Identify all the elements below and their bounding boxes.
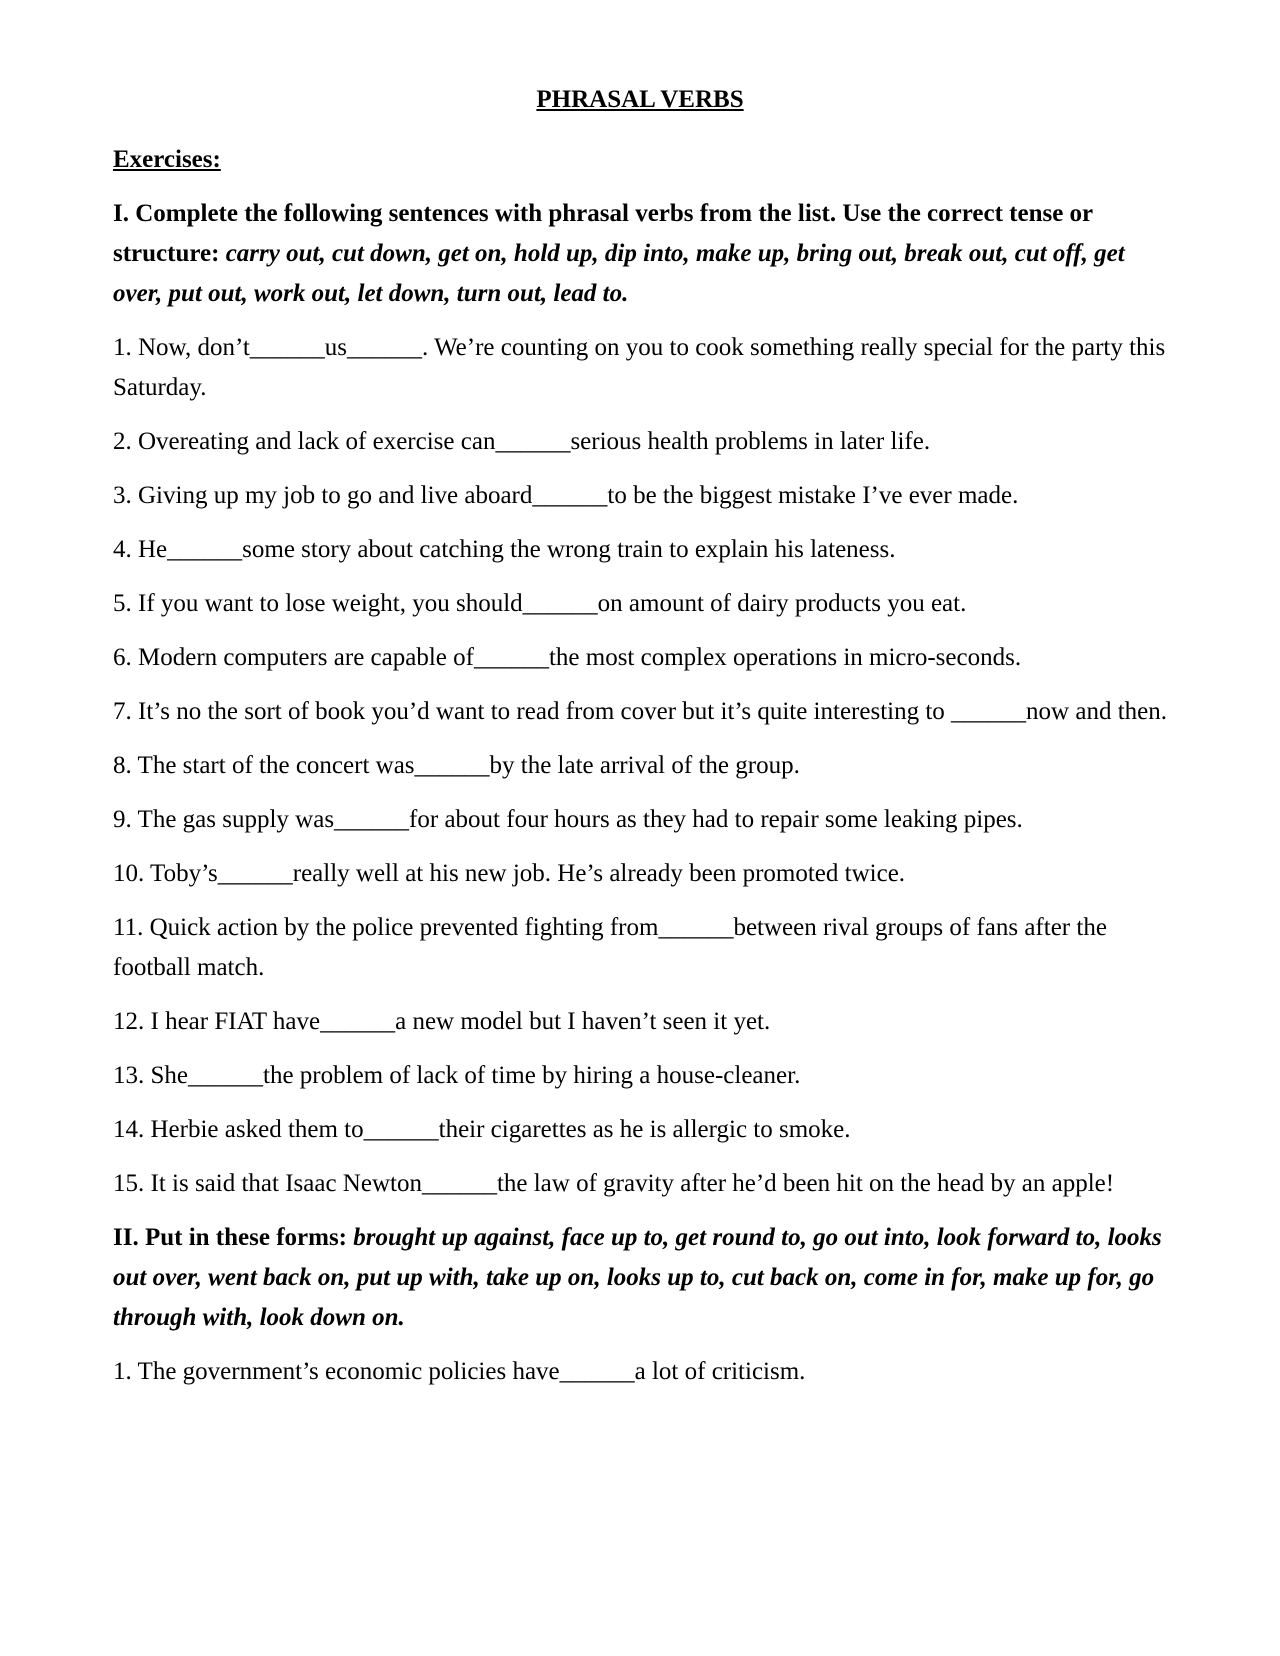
section1-sentence-3: 3. Giving up my job to go and live aboard______to be the biggest mistake I’ve ever made. [113,482,1019,509]
exercises-heading-text: Exercises: [113,146,221,173]
section1-sentence-14: 14. Herbie asked them to______their cigarettes as he is allergic to smoke. [113,1116,851,1143]
section1-sentence-11: 11. Quick action by the police prevented fighting from______between rival groups of fans after the football match. [113,914,1107,981]
exercises-heading [113,140,1167,180]
section1-verb-list: carry out, cut down, get on, hold up, dip into, make up, bring out, break out, cut off, get over, put out, work out, let down, turn out, lead to. [113,240,1125,307]
section1-sentence-8: 8. The start of the concert was______by the late arrival of the group. [113,752,800,779]
section1-sentence-13: 13. She______the problem of lack of time by hiring a house-cleaner. [113,1062,801,1089]
section1-sentence-6: 6. Modern computers are capable of______the most complex operations in micro-seconds. [113,644,1022,671]
section1-sentence-2: 2. Overeating and lack of exercise can______serious health problems in later life. [113,428,931,455]
section1-sentence-12: 12. I hear FIAT have______a new model but I haven’t seen it yet. [113,1008,771,1035]
section1-sentence-9: 9. The gas supply was______for about four hours as they had to repair some leaking pipes. [113,806,1023,833]
section1-sentence-5: 5. If you want to lose weight, you should______on amount of dairy products you eat. [113,590,967,617]
section2-verb-list: brought up against, face up to, get round to, go out into, look forward to, looks out over, went back on, put up with, take up on, looks up to, cut back on, come in for, make up for, go through with, look down on. [113,1224,1162,1331]
section1-sentence-1: 1. Now, don’t______us______. We’re counting on you to cook something really special for the party this Saturday. [113,334,1166,401]
section1-sentence-10: 10. Toby’s______really well at his new job. He’s already been promoted twice. [113,860,906,887]
section2-instruction-text: II. Put in these forms: [113,1224,354,1251]
section1-sentence-15: 15. It is said that Isaac Newton______the law of gravity after he’d been hit on the head by an apple! [113,1170,1115,1197]
page-title-text: PHRASAL VERBS [536,86,744,113]
section2-instruction [113,1218,1167,1338]
section2-sentence-1: 1. The government’s economic policies have______a lot of criticism. [113,1358,806,1385]
section1-sentence-7: 7. It’s no the sort of book you’d want to read from cover but it’s quite interesting to ______now and then. [113,698,1167,725]
section1-instruction [113,194,1167,314]
section1-sentence-4: 4. He______some story about catching the wrong train to explain his lateness. [113,536,896,563]
section1-instruction-text: I. Complete the following sentences with phrasal verbs from the list. Use the correct tense or structure: [113,200,1093,267]
page-title [113,80,1167,120]
